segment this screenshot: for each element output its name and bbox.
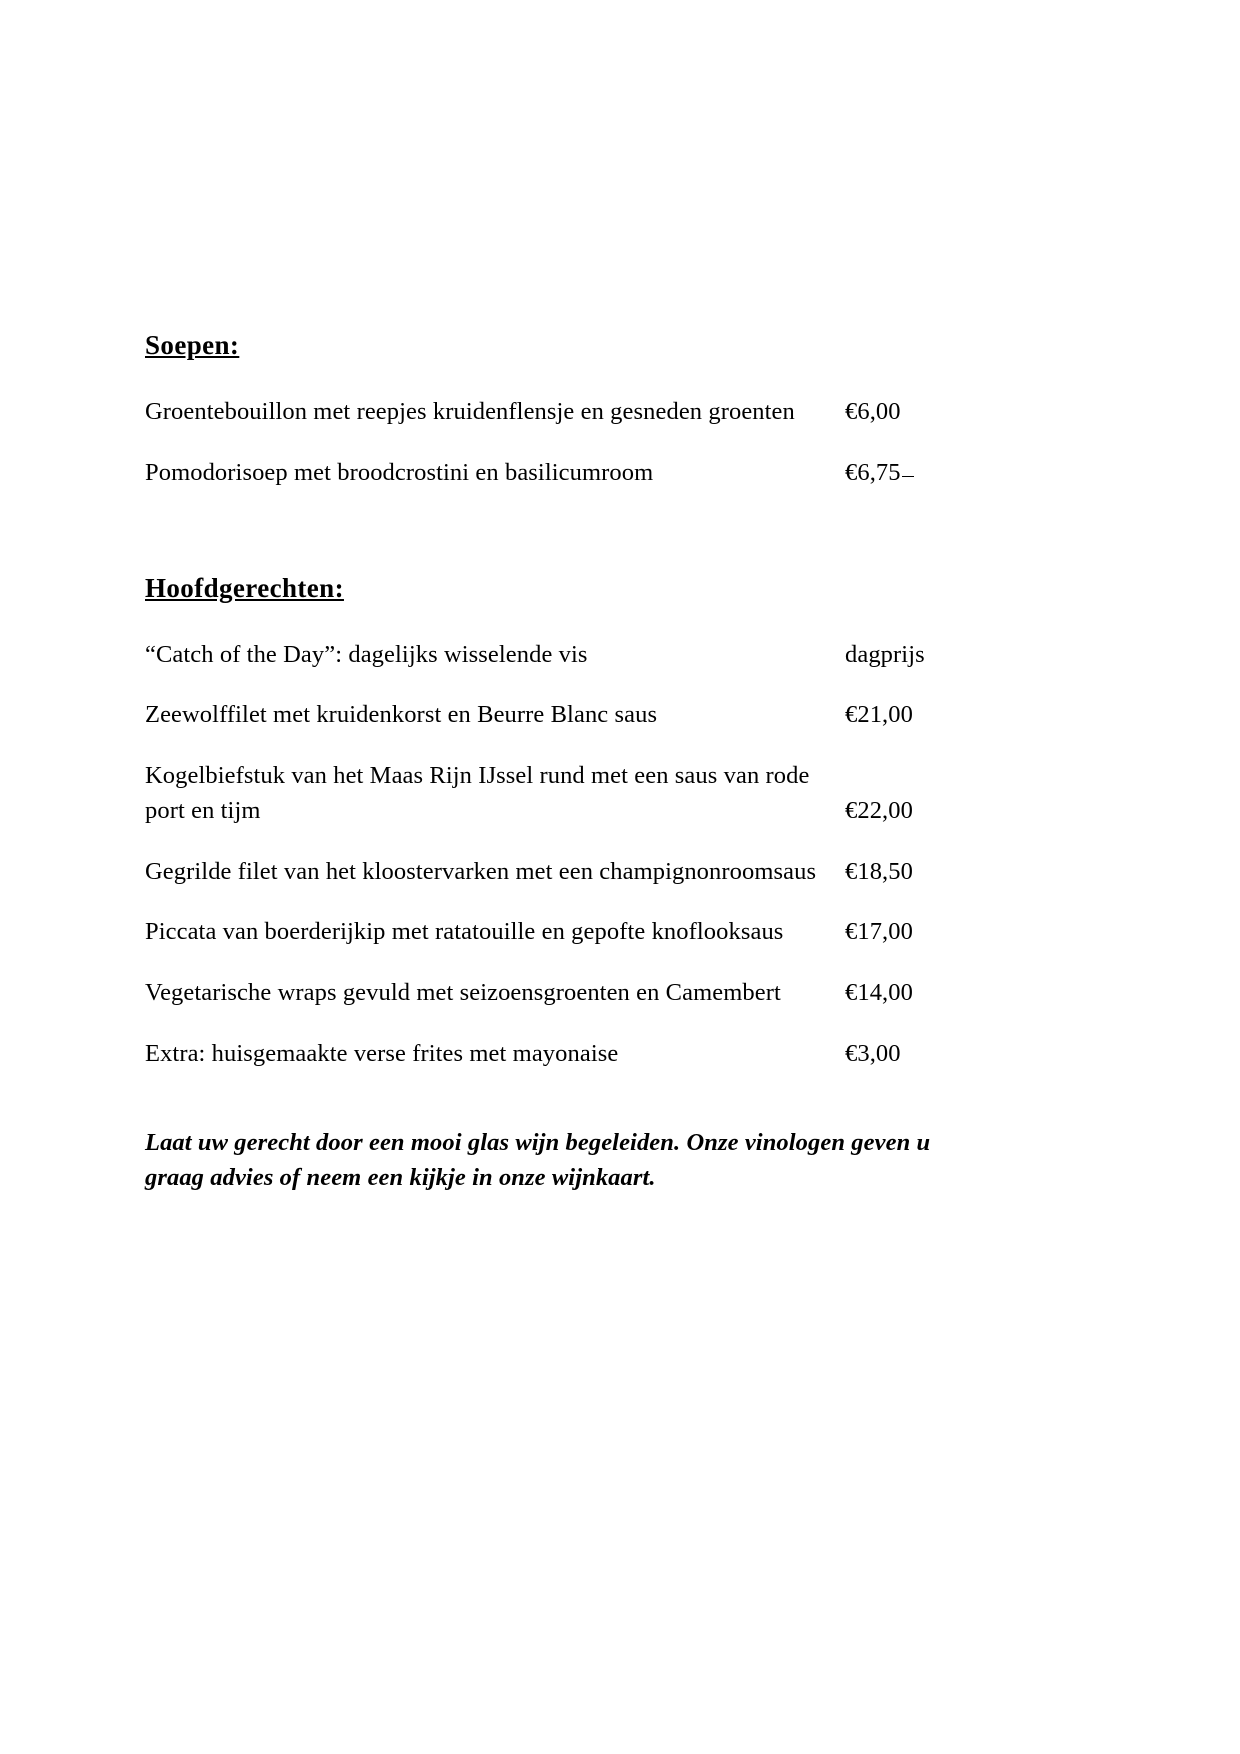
menu-content — [145, 330, 1025, 1195]
section-spacer — [145, 517, 1025, 573]
menu-item-list-hoofdgerechten — [145, 638, 1025, 1072]
menu-item — [145, 638, 1025, 673]
menu-item-name: Gegrilde filet van het kloostervarken met een champignonroomsaus — [145, 857, 817, 885]
menu-item — [145, 456, 1025, 491]
menu-item-price: €22,00 — [845, 796, 913, 824]
section-soepen — [145, 330, 1025, 491]
menu-item-price: €14,00 — [845, 979, 913, 1007]
menu-item-name: “Catch of the Day”: dagelijks wisselende vis — [145, 640, 588, 668]
menu-item-price: €3,00 — [845, 1040, 901, 1068]
menu-item-price: €18,50 — [845, 857, 913, 885]
menu-item — [145, 759, 1025, 829]
menu-item-name: Pomodorisoep met broodcrostini en basilicumroom — [145, 458, 654, 486]
menu-item — [145, 395, 1025, 430]
menu-item-name: Zeewolffilet met kruidenkorst en Beurre Blanc saus — [145, 701, 658, 729]
menu-item-name: Kogelbiefstuk van het Maas Rijn IJssel rund met een saus van rode port en tijm — [145, 762, 810, 824]
menu-item-price: €6,00 — [845, 398, 901, 425]
wine-note: Laat uw gerecht door een mooi glas wijn begeleiden. Onze vinologen geven u graag advies of neem een kijkje in onze wijnkaart. — [145, 1128, 931, 1191]
menu-item-name: Extra: huisgemaakte verse frites met mayonaise — [145, 1040, 619, 1068]
menu-item — [145, 1037, 1025, 1072]
menu-item — [145, 855, 1025, 890]
menu-item-price: €21,00 — [845, 701, 913, 729]
menu-item-name: Vegetarische wraps gevuld met seizoensgroenten en Camembert — [145, 979, 781, 1007]
menu-item-price: €6,75 — [845, 456, 1025, 491]
menu-item-price: €17,00 — [845, 918, 913, 946]
section-hoofdgerechten — [145, 573, 1025, 1072]
menu-item — [145, 698, 1025, 733]
menu-item-price: dagprijs — [845, 640, 925, 668]
menu-item — [145, 976, 1025, 1011]
menu-item-name: Piccata van boerderijkip met ratatouille en gepofte knoflooksaus — [145, 918, 784, 946]
menu-item — [145, 915, 1025, 950]
section-heading-soepen: Soepen: — [145, 330, 240, 360]
menu-item-name: Groentebouillon met reepjes kruidenflensje en gesneden groenten — [145, 398, 795, 425]
section-heading-hoofdgerechten: Hoofdgerechten: — [145, 572, 344, 603]
menu-item-list-soepen — [145, 395, 1025, 491]
